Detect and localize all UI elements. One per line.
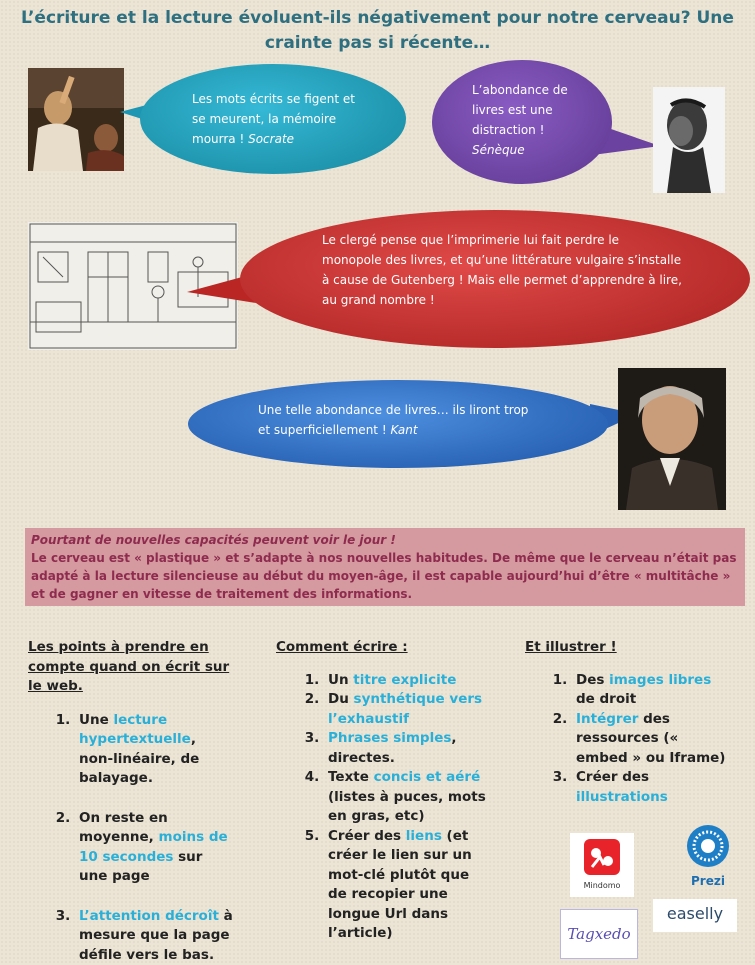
column-web-points	[28, 638, 233, 965]
list-item: 3. Phrases simples, directes.	[324, 729, 491, 768]
gutenberg-quote: Le clergé pense que l’imprimerie lui fait perdre le monopole des livres, et qu’une littérature vulgaire s’installe à cause de Gutenberg ! Mais elle permet d’apprendre à lire, au grand nombre !	[322, 233, 682, 307]
prezi-logo[interactable]	[680, 822, 736, 890]
socrate-author: Socrate	[248, 132, 294, 146]
kant-portrait	[618, 368, 726, 510]
kant-bubble	[188, 380, 608, 468]
prezi-logo-text: Prezi	[680, 874, 736, 888]
socrate-quote: Les mots écrits se figent et se meurent, la mémoire mourra !	[192, 92, 355, 146]
list-item: 1. Des images libres de droit	[572, 671, 730, 710]
kant-quote: Une telle abondance de livres… ils liront trop et superficiellement !	[258, 403, 528, 437]
seneca-bust-photo	[653, 87, 725, 193]
seneque-bubble	[432, 60, 612, 184]
seneque-quote: L’abondance de livres est une distraction !	[472, 83, 568, 137]
list-item: 2. On reste en moyenne, moins de 10 secondes sur une page	[75, 809, 233, 887]
column-illustrate	[525, 638, 730, 807]
list-item: 1. Une lecture hypertextuelle, non-linéaire, de balayage.	[75, 711, 233, 789]
plasticity-note	[25, 528, 745, 606]
column-how-to-write-heading: Comment écrire :	[276, 638, 491, 658]
mindomo-logo[interactable]	[570, 833, 634, 897]
list-item: 4. Texte concis et aéré (listes à puces, mots en gras, etc)	[324, 768, 491, 827]
list-item: 3. L’attention décroît à mesure que la page défile vers le bas.	[75, 907, 233, 965]
list-item: 3. Créer des illustrations	[572, 768, 730, 807]
list-item: 5. Créer des liens (et créer le lien sur un mot-clé plutôt que de recopier une longue Url dans l’article)	[324, 827, 491, 944]
easelly-logo[interactable]	[653, 899, 737, 932]
list-item: 1. Un titre explicite	[324, 671, 491, 691]
column-web-points-heading: Les points à prendre en compte quand on écrit sur le web.	[28, 638, 233, 697]
socrate-bubble	[140, 64, 406, 174]
tagxedo-logo[interactable]	[560, 909, 638, 959]
note-body: Le cerveau est « plastique » et s’adapte à nos nouvelles habitudes. De même que le cerveau n’était pas adapté à la lecture silencieuse au début du moyen-âge, il est capable aujourd’hui d’être « multitâche » et de gagner en vitesse de traitement des informations.	[31, 551, 736, 601]
easelly-logo-text: easelly	[653, 899, 737, 929]
socrates-painting	[28, 68, 124, 171]
kant-author: Kant	[390, 423, 417, 437]
tagxedo-logo-text: Tagxedo	[561, 910, 637, 958]
list-item: 2. Intégrer des ressources (« embed » ou Iframe)	[572, 710, 730, 769]
mindomo-logo-text: Mindomo	[570, 881, 634, 890]
seneque-author: Sénèque	[472, 143, 525, 157]
note-lead: Pourtant de nouvelles capacités peuvent voir le jour !	[31, 531, 739, 549]
column-how-to-write	[276, 638, 491, 944]
list-item: 2. Du synthétique vers l’exhaustif	[324, 690, 491, 729]
column-illustrate-heading: Et illustrer !	[525, 638, 730, 658]
gutenberg-bubble	[240, 210, 750, 348]
page-title: L’écriture et la lecture évoluent-ils négativement pour notre cerveau? Une crainte pas si récente…	[10, 6, 745, 56]
